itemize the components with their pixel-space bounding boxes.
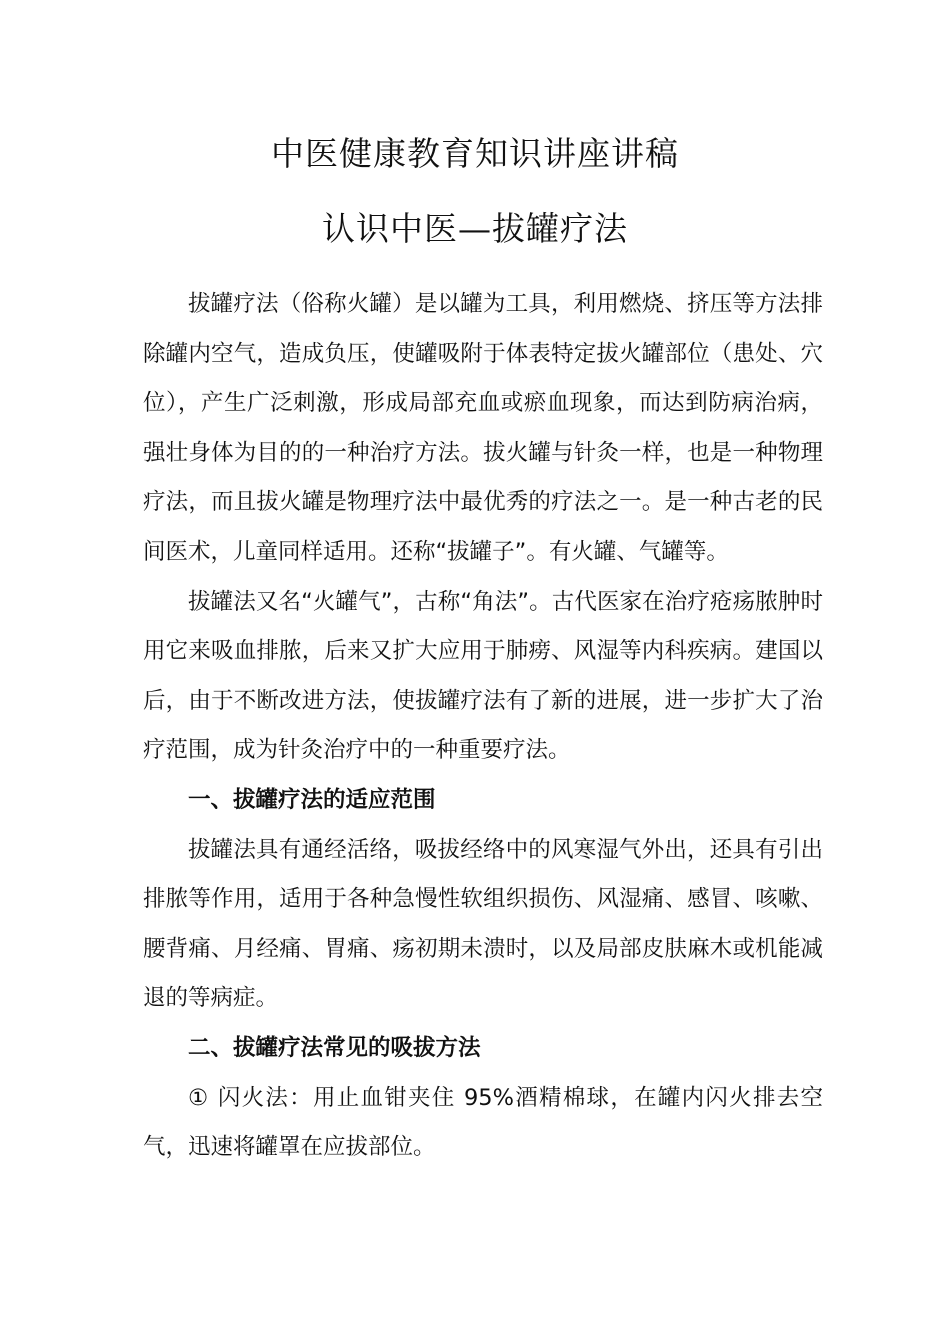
section-2-text: ① 闪火法：用止血钳夹住 95%酒精棉球，在罐内闪火排去空气，迅速将罐罩在应拔部位。 (143, 1084, 823, 1161)
document-title: 中医健康教育知识讲座讲稿 (271, 134, 679, 173)
document-subtitle: 认识中医—拔罐疗法 (322, 209, 628, 248)
document-body (143, 280, 823, 1173)
section-1-heading: 一、拔罐疗法的适应范围 (188, 786, 436, 813)
section-1-text: 拔罐法具有通经活络，吸拔经络中的风寒湿气外出，还具有引出排脓等作用，适用于各种急慢性软组织损伤、风湿痛、感冒、咳嗽、腰背痛、月经痛、胃痛、疡初期未溃时，以及局部皮肤麻木或机能减退的等病症。 (143, 836, 823, 1012)
intro-paragraph-2: 拔罐法又名“火罐气”，古称“角法”。古代医家在治疗疮疡脓肿时用它来吸血排脓，后来又扩大应用于肺痨、风湿等内科疾病。建国以后，由于不断改进方法，使拔罐疗法有了新的进展，进一步扩大了治疗范围，成为针灸治疗中的一种重要疗法。 (143, 588, 823, 764)
intro-paragraph-1: 拔罐疗法（俗称火罐）是以罐为工具，利用燃烧、挤压等方法排除罐内空气，造成负压，使罐吸附于体表特定拔火罐部位（患处、穴位），产生广泛刺激，形成局部充血或瘀血现象，而达到防病治病，强壮身体为目的的一种治疗方法。拔火罐与针灸一样，也是一种物理疗法，而且拔火罐是物理疗法中最优秀的疗法之一。是一种古老的民间医术，儿童同样适用。还称“拔罐子”。有火罐、气罐等。 (143, 291, 823, 565)
section-2-heading: 二、拔罐疗法常见的吸拔方法 (188, 1034, 481, 1061)
